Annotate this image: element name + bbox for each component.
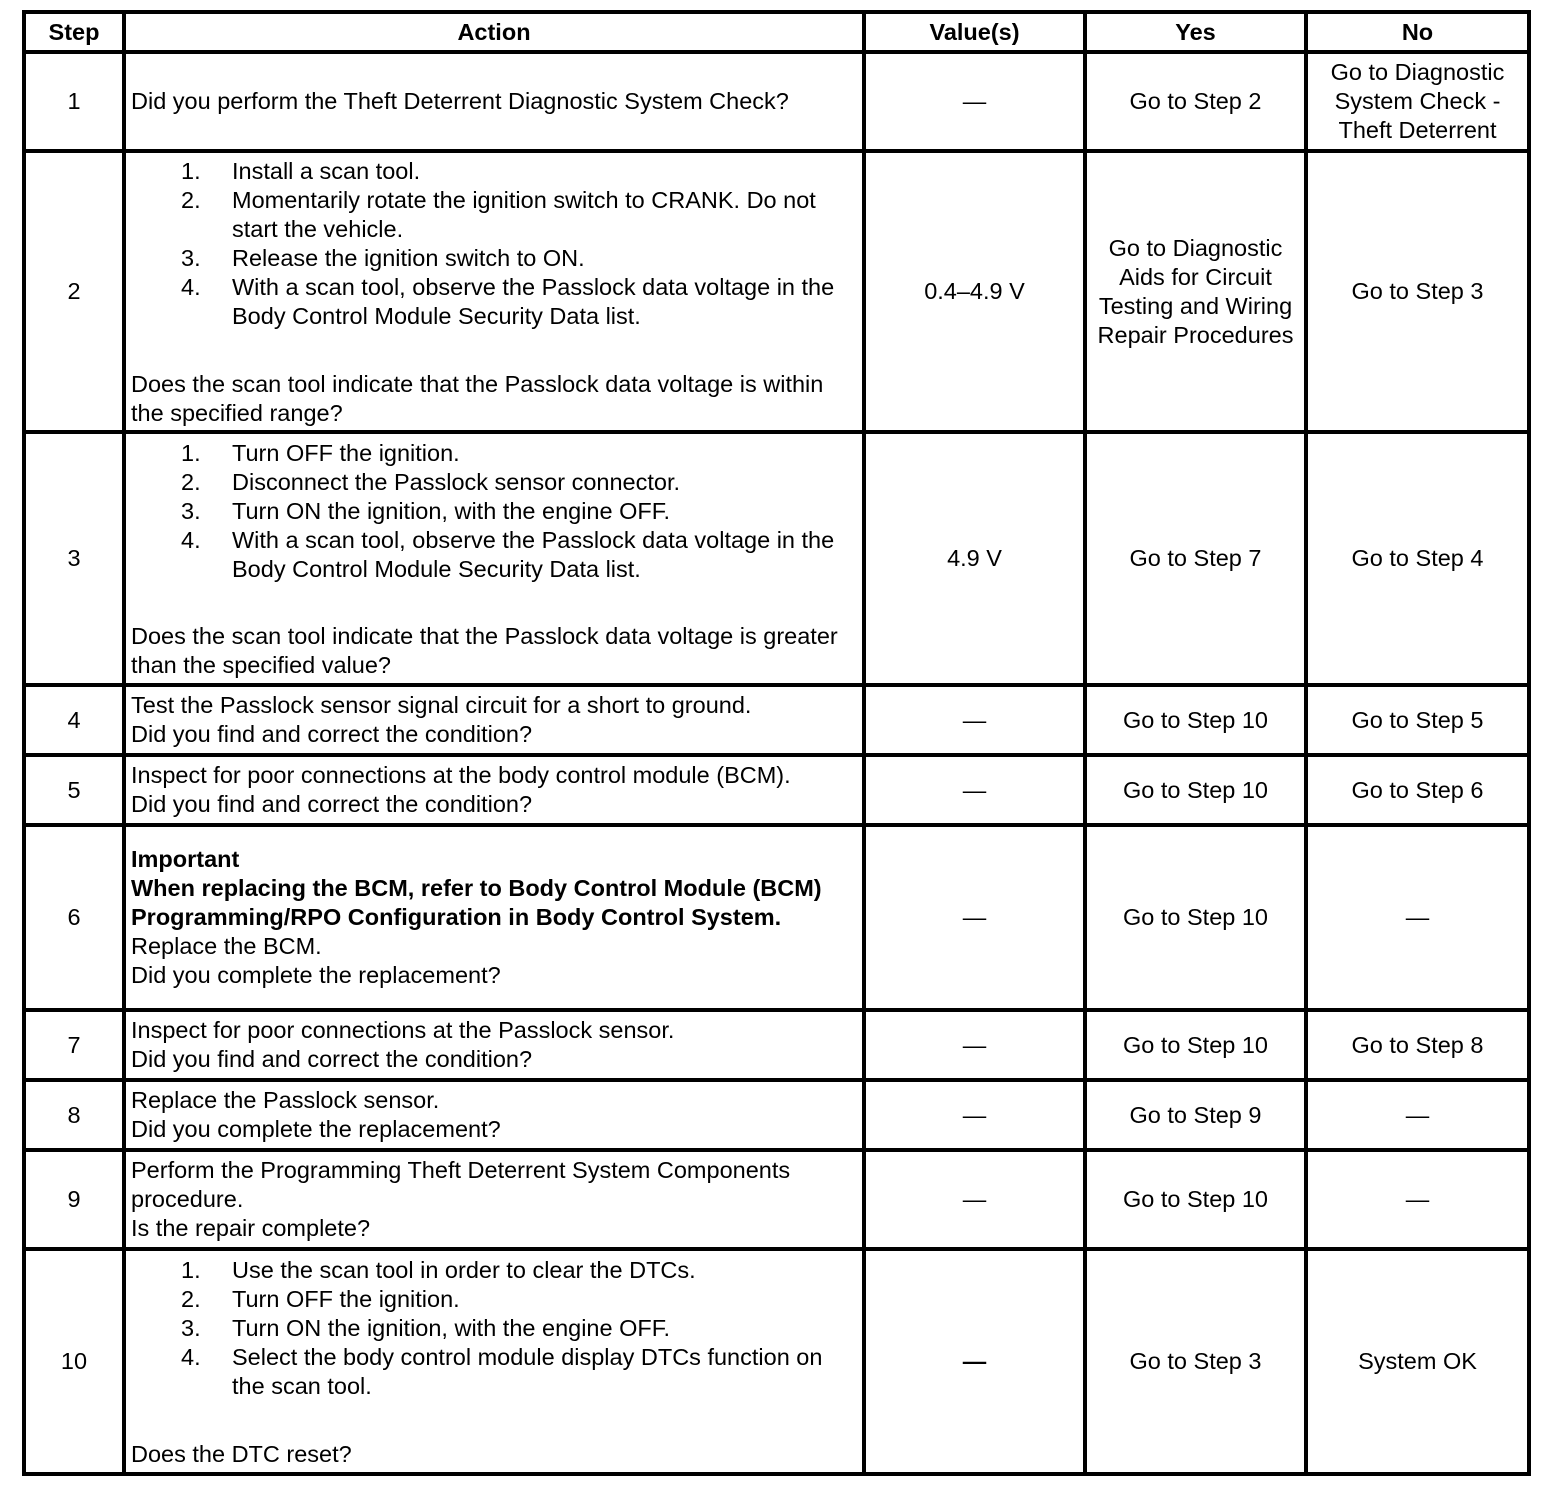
list-item-text: Disconnect the Passlock sensor connector. bbox=[232, 469, 681, 495]
table-row bbox=[24, 825, 1529, 1010]
list-item bbox=[131, 186, 857, 244]
step-number: 7 bbox=[24, 1010, 124, 1080]
step-number: 5 bbox=[24, 755, 124, 825]
list-number: 2. bbox=[181, 1286, 201, 1312]
step-number: 4 bbox=[24, 685, 124, 755]
action-question: Does the DTC reset? bbox=[131, 1441, 352, 1467]
important-note: When replacing the BCM, refer to Body Control Module (BCM) Programming/RPO Configuration in Body Control System. bbox=[131, 875, 822, 930]
step-number: 6 bbox=[24, 825, 124, 1010]
yes-cell: Go to Diagnostic Aids for Circuit Testing and Wiring Repair Procedures bbox=[1085, 151, 1306, 432]
table-row bbox=[24, 685, 1529, 755]
value-cell: — bbox=[864, 685, 1085, 755]
no-cell: Go to Step 5 bbox=[1306, 685, 1529, 755]
list-number: 3. bbox=[181, 498, 201, 524]
action-text: Perform the Programming Theft Deterrent System Components procedure. bbox=[131, 1157, 791, 1212]
value-cell: — bbox=[864, 755, 1085, 825]
yes-cell: Go to Step 9 bbox=[1085, 1080, 1306, 1150]
no-cell: Go to Step 6 bbox=[1306, 755, 1529, 825]
action-question: Does the scan tool indicate that the Passlock data voltage is within the specified range? bbox=[131, 371, 824, 426]
list-item-text: With a scan tool, observe the Passlock data voltage in the Body Control Module Security Data list. bbox=[232, 527, 835, 582]
action-text: Inspect for poor connections at the body control module (BCM). bbox=[131, 762, 791, 788]
action-question: Is the repair complete? bbox=[131, 1215, 371, 1241]
action-question: Did you find and correct the condition? bbox=[131, 791, 533, 817]
value-cell: — bbox=[864, 1010, 1085, 1080]
value-cell: — bbox=[864, 825, 1085, 1010]
diagnostic-table bbox=[22, 10, 1531, 1476]
step-number: 9 bbox=[24, 1150, 124, 1249]
list-item bbox=[131, 497, 857, 526]
list-item-text: Momentarily rotate the ignition switch to CRANK. Do not start the vehicle. bbox=[232, 187, 816, 242]
list-item-text: With a scan tool, observe the Passlock data voltage in the Body Control Module Security Data list. bbox=[232, 274, 835, 329]
list-number: 3. bbox=[181, 1315, 201, 1341]
table-row bbox=[24, 1080, 1529, 1150]
table-row bbox=[24, 1249, 1529, 1474]
step-number: 2 bbox=[24, 151, 124, 432]
table-row bbox=[24, 151, 1529, 432]
value-cell: 4.9 V bbox=[864, 432, 1085, 685]
table-row bbox=[24, 1150, 1529, 1249]
action-text: Test the Passlock sensor signal circuit for a short to ground. bbox=[131, 692, 752, 718]
list-item-text: Use the scan tool in order to clear the DTCs. bbox=[232, 1257, 696, 1283]
yes-cell: Go to Step 3 bbox=[1085, 1249, 1306, 1474]
no-cell: Go to Step 8 bbox=[1306, 1010, 1529, 1080]
list-item bbox=[131, 1343, 857, 1401]
action-steps-list bbox=[131, 157, 857, 331]
yes-cell: Go to Step 2 bbox=[1085, 52, 1306, 151]
list-item-text: Release the ignition switch to ON. bbox=[232, 245, 585, 271]
list-item bbox=[131, 273, 857, 331]
action-question: Does the scan tool indicate that the Passlock data voltage is greater than the specified value? bbox=[131, 623, 838, 678]
action-cell bbox=[124, 1080, 864, 1150]
action-text: Inspect for poor connections at the Passlock sensor. bbox=[131, 1017, 675, 1043]
action-text: Replace the Passlock sensor. bbox=[131, 1087, 440, 1113]
list-item bbox=[131, 468, 857, 497]
action-question: Did you complete the replacement? bbox=[131, 1116, 501, 1142]
action-cell bbox=[124, 432, 864, 685]
list-item bbox=[131, 244, 857, 273]
list-number: 1. bbox=[181, 1257, 201, 1283]
list-item bbox=[131, 157, 857, 186]
step-number: 3 bbox=[24, 432, 124, 685]
list-number: 2. bbox=[181, 469, 201, 495]
table-row bbox=[24, 1010, 1529, 1080]
yes-cell: Go to Step 10 bbox=[1085, 755, 1306, 825]
yes-cell: Go to Step 10 bbox=[1085, 1150, 1306, 1249]
action-steps-list bbox=[131, 439, 857, 584]
list-item-text: Turn OFF the ignition. bbox=[232, 440, 460, 466]
list-item-text: Turn ON the ignition, with the engine OFF. bbox=[232, 498, 671, 524]
yes-cell: Go to Step 10 bbox=[1085, 1010, 1306, 1080]
list-item bbox=[131, 1285, 857, 1314]
no-cell: — bbox=[1306, 1080, 1529, 1150]
action-steps-list bbox=[131, 1256, 857, 1401]
header-action: Action bbox=[124, 12, 864, 52]
list-item-text: Select the body control module display DTCs function on the scan tool. bbox=[232, 1344, 823, 1399]
list-number: 3. bbox=[181, 245, 201, 271]
list-number: 4. bbox=[181, 527, 201, 553]
action-cell bbox=[124, 1249, 864, 1474]
header-step: Step bbox=[24, 12, 124, 52]
list-item-text: Turn ON the ignition, with the engine OFF. bbox=[232, 1315, 671, 1341]
no-cell: — bbox=[1306, 825, 1529, 1010]
no-cell: Go to Diagnostic System Check - Theft Deterrent bbox=[1306, 52, 1529, 151]
list-item bbox=[131, 1314, 857, 1343]
list-item bbox=[131, 1256, 857, 1285]
list-number: 1. bbox=[181, 440, 201, 466]
no-cell: System OK bbox=[1306, 1249, 1529, 1474]
yes-cell: Go to Step 10 bbox=[1085, 825, 1306, 1010]
step-number: 10 bbox=[24, 1249, 124, 1474]
no-cell: Go to Step 3 bbox=[1306, 151, 1529, 432]
action-cell bbox=[124, 1150, 864, 1249]
important-label: Important bbox=[131, 846, 240, 872]
list-item bbox=[131, 526, 857, 584]
action-question: Did you find and correct the condition? bbox=[131, 721, 533, 747]
action-cell bbox=[124, 151, 864, 432]
step-number: 1 bbox=[24, 52, 124, 151]
action-cell bbox=[124, 825, 864, 1010]
header-no: No bbox=[1306, 12, 1529, 52]
list-number: 2. bbox=[181, 187, 201, 213]
header-values: Value(s) bbox=[864, 12, 1085, 52]
list-item-text: Install a scan tool. bbox=[232, 158, 421, 184]
no-cell: Go to Step 4 bbox=[1306, 432, 1529, 685]
action-cell bbox=[124, 755, 864, 825]
list-item-text: Turn OFF the ignition. bbox=[232, 1286, 460, 1312]
table-row bbox=[24, 755, 1529, 825]
yes-cell: Go to Step 10 bbox=[1085, 685, 1306, 755]
value-cell: — bbox=[864, 1150, 1085, 1249]
action-text: Replace the BCM. bbox=[131, 933, 322, 959]
list-number: 1. bbox=[181, 158, 201, 184]
table-row bbox=[24, 432, 1529, 685]
value-cell: — bbox=[864, 1080, 1085, 1150]
list-number: 4. bbox=[181, 1344, 201, 1370]
action-cell bbox=[124, 52, 864, 151]
no-cell: — bbox=[1306, 1150, 1529, 1249]
step-number: 8 bbox=[24, 1080, 124, 1150]
yes-cell: Go to Step 7 bbox=[1085, 432, 1306, 685]
action-cell bbox=[124, 685, 864, 755]
value-cell: — bbox=[864, 1249, 1085, 1474]
action-text: Did you perform the Theft Deterrent Diagnostic System Check? bbox=[131, 88, 789, 114]
list-item bbox=[131, 439, 857, 468]
action-question: Did you find and correct the condition? bbox=[131, 1046, 533, 1072]
value-cell: 0.4–4.9 V bbox=[864, 151, 1085, 432]
action-question: Did you complete the replacement? bbox=[131, 962, 501, 988]
action-cell bbox=[124, 1010, 864, 1080]
value-cell: — bbox=[864, 52, 1085, 151]
list-number: 4. bbox=[181, 274, 201, 300]
header-yes: Yes bbox=[1085, 12, 1306, 52]
header-row bbox=[24, 12, 1529, 52]
table-row bbox=[24, 52, 1529, 151]
